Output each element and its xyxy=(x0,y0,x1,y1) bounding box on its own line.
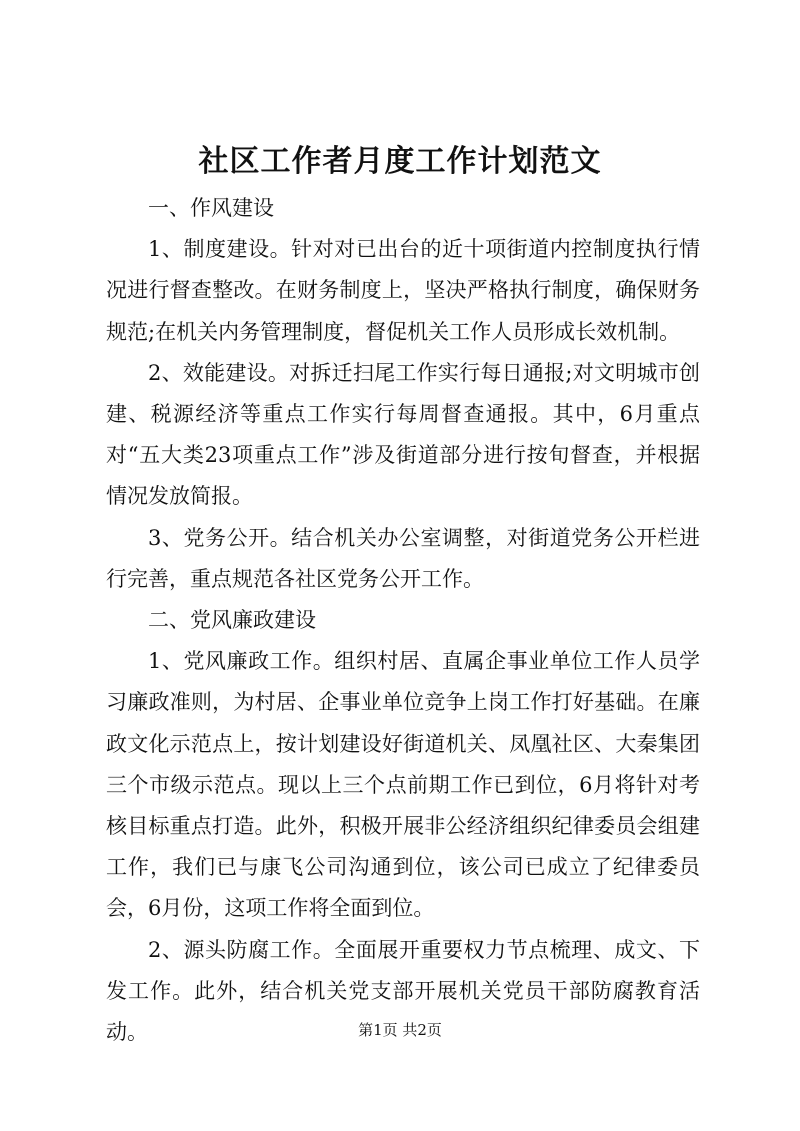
document-title: 社区工作者月度工作计划范文 xyxy=(198,144,602,179)
page-footer: 第1页 共2页 xyxy=(358,1021,442,1039)
section-heading: 一、作风建设 xyxy=(148,196,274,220)
section-heading: 二、党风廉政建设 xyxy=(148,608,316,633)
paragraph: 3、党务公开。结合机关办公室调整，对街道党务公开栏进行完善，重点规范各社区党务公开工作。 xyxy=(106,525,700,591)
paragraph: 2、源头防腐工作。全面展开重要权力节点梳理、成文、下发工作。此外，结合机关党支部开展机关党员干部防腐教育活动。 xyxy=(106,937,700,1045)
document-body xyxy=(106,188,700,1053)
paragraph: 1、制度建设。针对对已出台的近十项街道内控制度执行情况进行督查整改。在财务制度上，坚决严格执行制度，确保财务规范;在机关内务管理制度，督促机关工作人员形成长效机制。 xyxy=(106,237,700,344)
paragraph: 1、党风廉政工作。组织村居、直属企事业单位工作人员学习廉政准则，为村居、企事业单位竞争上岗工作打好基础。在廉政文化示范点上，按计划建设好街道机关、凤凰社区、大秦集团三个市级示范点。现以上三个点前期工作已到位，6月将针对考核目标重点打造。此外，积极开展非公经济组织纪律委员会组建工作，我们已与康飞公司沟通到位，该公司已成立了纪律委员会，6月份，这项工作将全面到位。 xyxy=(106,649,700,921)
paragraph: 2、效能建设。对拆迁扫尾工作实行每日通报;对文明城市创建、税源经济等重点工作实行每周督查通报。其中，6月重点对“五大类23项重点工作”涉及街道部分进行按旬督查，并根据情况发放简报。 xyxy=(106,360,700,509)
